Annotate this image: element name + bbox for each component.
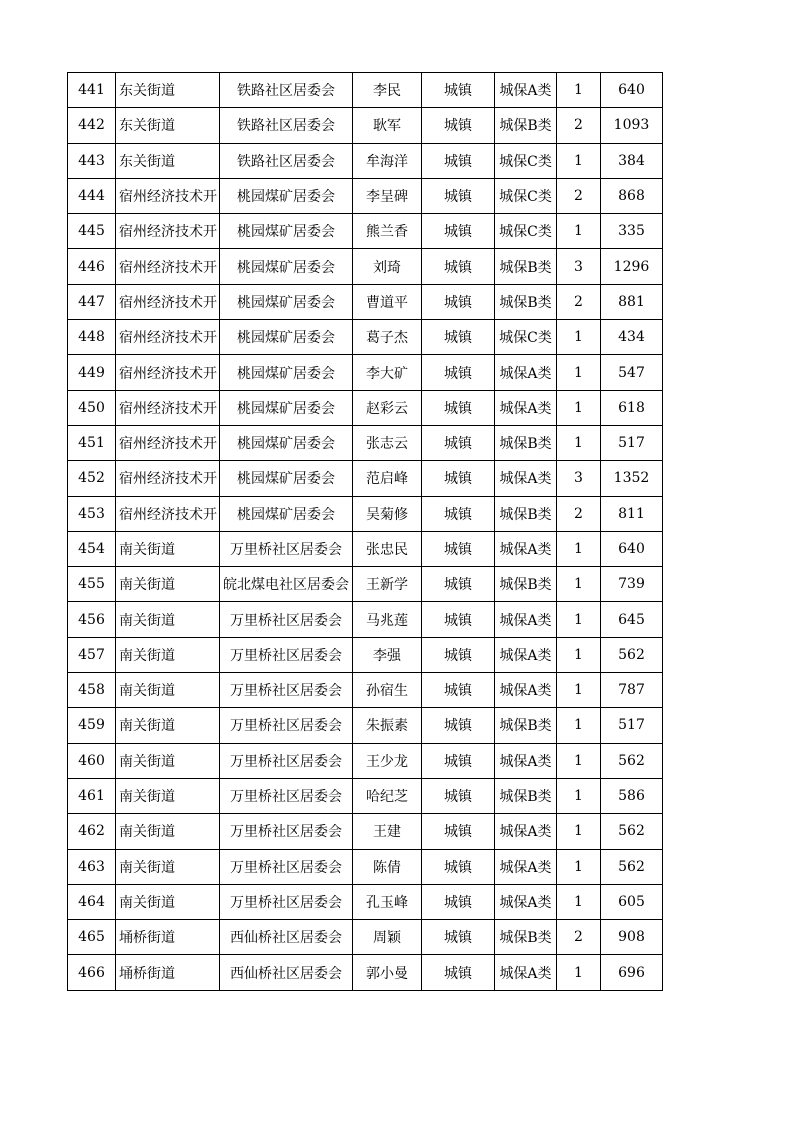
insurance-type-cell: 城保C类	[495, 214, 557, 249]
street-cell: 宿州经济技术开	[116, 214, 220, 249]
household-count-cell: 1	[557, 531, 601, 566]
insurance-type-cell: 城保B类	[495, 249, 557, 284]
row-number-cell: 443	[68, 143, 116, 178]
amount-cell: 562	[601, 849, 663, 884]
community-cell: 万里桥社区居委会	[220, 849, 353, 884]
area-type-cell: 城镇	[422, 673, 495, 708]
row-number-cell: 454	[68, 531, 116, 566]
area-type-cell: 城镇	[422, 143, 495, 178]
amount-cell: 335	[601, 214, 663, 249]
area-type-cell: 城镇	[422, 637, 495, 672]
table-row	[68, 955, 663, 990]
street-cell: 南关街道	[116, 884, 220, 919]
person-name-cell: 马兆莲	[353, 602, 422, 637]
person-name-cell: 范启峰	[353, 461, 422, 496]
community-cell: 桃园煤矿居委会	[220, 496, 353, 531]
amount-cell: 605	[601, 884, 663, 919]
table-row	[68, 178, 663, 213]
table-row	[68, 284, 663, 319]
insurance-type-cell: 城保C类	[495, 143, 557, 178]
table-row	[68, 637, 663, 672]
person-name-cell: 李强	[353, 637, 422, 672]
table-row	[68, 814, 663, 849]
area-type-cell: 城镇	[422, 531, 495, 566]
table-row	[68, 108, 663, 143]
street-cell: 宿州经济技术开	[116, 496, 220, 531]
insurance-type-cell: 城保B类	[495, 778, 557, 813]
area-type-cell: 城镇	[422, 602, 495, 637]
amount-cell: 547	[601, 355, 663, 390]
amount-cell: 1352	[601, 461, 663, 496]
household-count-cell: 1	[557, 849, 601, 884]
table-row	[68, 743, 663, 778]
amount-cell: 640	[601, 73, 663, 108]
community-cell: 桃园煤矿居委会	[220, 461, 353, 496]
area-type-cell: 城镇	[422, 390, 495, 425]
amount-cell: 696	[601, 955, 663, 990]
street-cell: 东关街道	[116, 108, 220, 143]
area-type-cell: 城镇	[422, 814, 495, 849]
table-row	[68, 73, 663, 108]
table-row	[68, 849, 663, 884]
table-body	[68, 73, 663, 991]
household-count-cell: 1	[557, 814, 601, 849]
household-count-cell: 2	[557, 496, 601, 531]
row-number-cell: 463	[68, 849, 116, 884]
household-count-cell: 1	[557, 673, 601, 708]
area-type-cell: 城镇	[422, 284, 495, 319]
amount-cell: 1093	[601, 108, 663, 143]
amount-cell: 517	[601, 708, 663, 743]
household-count-cell: 1	[557, 708, 601, 743]
area-type-cell: 城镇	[422, 743, 495, 778]
insurance-type-cell: 城保A类	[495, 531, 557, 566]
community-cell: 铁路社区居委会	[220, 73, 353, 108]
person-name-cell: 孙宿生	[353, 673, 422, 708]
table-row	[68, 884, 663, 919]
table-row	[68, 920, 663, 955]
street-cell: 东关街道	[116, 143, 220, 178]
row-number-cell: 466	[68, 955, 116, 990]
household-count-cell: 3	[557, 461, 601, 496]
community-cell: 桃园煤矿居委会	[220, 284, 353, 319]
street-cell: 埇桥街道	[116, 920, 220, 955]
table-row	[68, 390, 663, 425]
row-number-cell: 461	[68, 778, 116, 813]
amount-cell: 640	[601, 531, 663, 566]
household-count-cell: 1	[557, 567, 601, 602]
row-number-cell: 451	[68, 425, 116, 460]
community-cell: 万里桥社区居委会	[220, 637, 353, 672]
person-name-cell: 李民	[353, 73, 422, 108]
household-count-cell: 2	[557, 284, 601, 319]
row-number-cell: 459	[68, 708, 116, 743]
street-cell: 南关街道	[116, 637, 220, 672]
street-cell: 南关街道	[116, 849, 220, 884]
street-cell: 宿州经济技术开	[116, 320, 220, 355]
person-name-cell: 张志云	[353, 425, 422, 460]
street-cell: 宿州经济技术开	[116, 249, 220, 284]
community-cell: 万里桥社区居委会	[220, 708, 353, 743]
street-cell: 宿州经济技术开	[116, 390, 220, 425]
area-type-cell: 城镇	[422, 320, 495, 355]
insurance-type-cell: 城保B类	[495, 425, 557, 460]
person-name-cell: 耿军	[353, 108, 422, 143]
community-cell: 铁路社区居委会	[220, 108, 353, 143]
insurance-type-cell: 城保A类	[495, 743, 557, 778]
community-cell: 万里桥社区居委会	[220, 743, 353, 778]
person-name-cell: 熊兰香	[353, 214, 422, 249]
area-type-cell: 城镇	[422, 920, 495, 955]
row-number-cell: 460	[68, 743, 116, 778]
insurance-type-cell: 城保A类	[495, 461, 557, 496]
row-number-cell: 455	[68, 567, 116, 602]
household-count-cell: 1	[557, 355, 601, 390]
row-number-cell: 462	[68, 814, 116, 849]
community-cell: 铁路社区居委会	[220, 143, 353, 178]
community-cell: 桃园煤矿居委会	[220, 355, 353, 390]
insurance-type-cell: 城保C类	[495, 320, 557, 355]
household-count-cell: 2	[557, 108, 601, 143]
community-cell: 桃园煤矿居委会	[220, 320, 353, 355]
amount-cell: 562	[601, 743, 663, 778]
insurance-type-cell: 城保B类	[495, 284, 557, 319]
person-name-cell: 曹道平	[353, 284, 422, 319]
amount-cell: 881	[601, 284, 663, 319]
insurance-type-cell: 城保B类	[495, 108, 557, 143]
table-row	[68, 320, 663, 355]
community-cell: 西仙桥社区居委会	[220, 955, 353, 990]
community-cell: 桃园煤矿居委会	[220, 178, 353, 213]
area-type-cell: 城镇	[422, 567, 495, 602]
amount-cell: 384	[601, 143, 663, 178]
insurance-type-cell: 城保B类	[495, 920, 557, 955]
insurance-type-cell: 城保A类	[495, 602, 557, 637]
community-cell: 万里桥社区居委会	[220, 778, 353, 813]
row-number-cell: 442	[68, 108, 116, 143]
insurance-type-cell: 城保A类	[495, 884, 557, 919]
amount-cell: 562	[601, 814, 663, 849]
area-type-cell: 城镇	[422, 355, 495, 390]
row-number-cell: 465	[68, 920, 116, 955]
street-cell: 南关街道	[116, 567, 220, 602]
household-count-cell: 1	[557, 743, 601, 778]
table-row	[68, 461, 663, 496]
row-number-cell: 464	[68, 884, 116, 919]
street-cell: 宿州经济技术开	[116, 355, 220, 390]
amount-cell: 787	[601, 673, 663, 708]
table-row	[68, 567, 663, 602]
household-count-cell: 1	[557, 637, 601, 672]
row-number-cell: 458	[68, 673, 116, 708]
row-number-cell: 452	[68, 461, 116, 496]
insurance-type-cell: 城保B类	[495, 496, 557, 531]
table-row	[68, 143, 663, 178]
table-row	[68, 778, 663, 813]
street-cell: 南关街道	[116, 814, 220, 849]
household-count-cell: 1	[557, 778, 601, 813]
community-cell: 西仙桥社区居委会	[220, 920, 353, 955]
area-type-cell: 城镇	[422, 884, 495, 919]
person-name-cell: 李呈碑	[353, 178, 422, 213]
amount-cell: 868	[601, 178, 663, 213]
table-row	[68, 531, 663, 566]
area-type-cell: 城镇	[422, 849, 495, 884]
street-cell: 南关街道	[116, 708, 220, 743]
row-number-cell: 441	[68, 73, 116, 108]
row-number-cell: 457	[68, 637, 116, 672]
street-cell: 宿州经济技术开	[116, 461, 220, 496]
household-count-cell: 1	[557, 884, 601, 919]
person-name-cell: 王建	[353, 814, 422, 849]
person-name-cell: 张忠民	[353, 531, 422, 566]
table-row	[68, 496, 663, 531]
street-cell: 宿州经济技术开	[116, 284, 220, 319]
person-name-cell: 王少龙	[353, 743, 422, 778]
insurance-type-cell: 城保A类	[495, 955, 557, 990]
row-number-cell: 445	[68, 214, 116, 249]
area-type-cell: 城镇	[422, 73, 495, 108]
table-row	[68, 708, 663, 743]
amount-cell: 618	[601, 390, 663, 425]
community-cell: 万里桥社区居委会	[220, 814, 353, 849]
amount-cell: 434	[601, 320, 663, 355]
household-count-cell: 1	[557, 602, 601, 637]
area-type-cell: 城镇	[422, 955, 495, 990]
insurance-type-cell: 城保A类	[495, 390, 557, 425]
table-row	[68, 214, 663, 249]
person-name-cell: 赵彩云	[353, 390, 422, 425]
insurance-type-cell: 城保A类	[495, 637, 557, 672]
person-name-cell: 刘琦	[353, 249, 422, 284]
street-cell: 南关街道	[116, 743, 220, 778]
area-type-cell: 城镇	[422, 778, 495, 813]
amount-cell: 586	[601, 778, 663, 813]
household-count-cell: 1	[557, 320, 601, 355]
household-count-cell: 1	[557, 425, 601, 460]
row-number-cell: 453	[68, 496, 116, 531]
insurance-type-cell: 城保B类	[495, 567, 557, 602]
community-cell: 皖北煤电社区居委会	[220, 567, 353, 602]
community-cell: 桃园煤矿居委会	[220, 390, 353, 425]
insurance-type-cell: 城保C类	[495, 178, 557, 213]
area-type-cell: 城镇	[422, 178, 495, 213]
street-cell: 东关街道	[116, 73, 220, 108]
household-count-cell: 1	[557, 143, 601, 178]
household-count-cell: 3	[557, 249, 601, 284]
insurance-type-cell: 城保A类	[495, 814, 557, 849]
insurance-type-cell: 城保A类	[495, 849, 557, 884]
row-number-cell: 444	[68, 178, 116, 213]
table-row	[68, 602, 663, 637]
street-cell: 宿州经济技术开	[116, 425, 220, 460]
household-count-cell: 1	[557, 73, 601, 108]
row-number-cell: 456	[68, 602, 116, 637]
person-name-cell: 郭小曼	[353, 955, 422, 990]
amount-cell: 739	[601, 567, 663, 602]
area-type-cell: 城镇	[422, 496, 495, 531]
amount-cell: 811	[601, 496, 663, 531]
community-cell: 桃园煤矿居委会	[220, 249, 353, 284]
area-type-cell: 城镇	[422, 108, 495, 143]
community-cell: 万里桥社区居委会	[220, 531, 353, 566]
amount-cell: 562	[601, 637, 663, 672]
street-cell: 埇桥街道	[116, 955, 220, 990]
area-type-cell: 城镇	[422, 461, 495, 496]
community-cell: 万里桥社区居委会	[220, 602, 353, 637]
street-cell: 宿州经济技术开	[116, 178, 220, 213]
household-count-cell: 2	[557, 920, 601, 955]
person-name-cell: 吴菊修	[353, 496, 422, 531]
person-name-cell: 陈倩	[353, 849, 422, 884]
household-count-cell: 2	[557, 178, 601, 213]
area-type-cell: 城镇	[422, 708, 495, 743]
amount-cell: 1296	[601, 249, 663, 284]
row-number-cell: 450	[68, 390, 116, 425]
person-name-cell: 哈纪芝	[353, 778, 422, 813]
table-row	[68, 673, 663, 708]
community-cell: 桃园煤矿居委会	[220, 425, 353, 460]
household-count-cell: 1	[557, 214, 601, 249]
person-name-cell: 朱振素	[353, 708, 422, 743]
community-cell: 万里桥社区居委会	[220, 884, 353, 919]
insurance-type-cell: 城保A类	[495, 355, 557, 390]
household-count-cell: 1	[557, 390, 601, 425]
person-name-cell: 李大矿	[353, 355, 422, 390]
row-number-cell: 448	[68, 320, 116, 355]
amount-cell: 645	[601, 602, 663, 637]
community-cell: 桃园煤矿居委会	[220, 214, 353, 249]
row-number-cell: 449	[68, 355, 116, 390]
community-cell: 万里桥社区居委会	[220, 673, 353, 708]
street-cell: 南关街道	[116, 778, 220, 813]
insurance-type-cell: 城保A类	[495, 673, 557, 708]
street-cell: 南关街道	[116, 531, 220, 566]
area-type-cell: 城镇	[422, 425, 495, 460]
beneficiary-table	[67, 72, 663, 991]
household-count-cell: 1	[557, 955, 601, 990]
person-name-cell: 周颖	[353, 920, 422, 955]
person-name-cell: 牟海洋	[353, 143, 422, 178]
insurance-type-cell: 城保A类	[495, 73, 557, 108]
area-type-cell: 城镇	[422, 214, 495, 249]
row-number-cell: 447	[68, 284, 116, 319]
street-cell: 南关街道	[116, 602, 220, 637]
person-name-cell: 孔玉峰	[353, 884, 422, 919]
table-row	[68, 425, 663, 460]
amount-cell: 908	[601, 920, 663, 955]
table-row	[68, 355, 663, 390]
street-cell: 南关街道	[116, 673, 220, 708]
row-number-cell: 446	[68, 249, 116, 284]
area-type-cell: 城镇	[422, 249, 495, 284]
amount-cell: 517	[601, 425, 663, 460]
table-row	[68, 249, 663, 284]
person-name-cell: 葛子杰	[353, 320, 422, 355]
insurance-type-cell: 城保B类	[495, 708, 557, 743]
person-name-cell: 王新学	[353, 567, 422, 602]
